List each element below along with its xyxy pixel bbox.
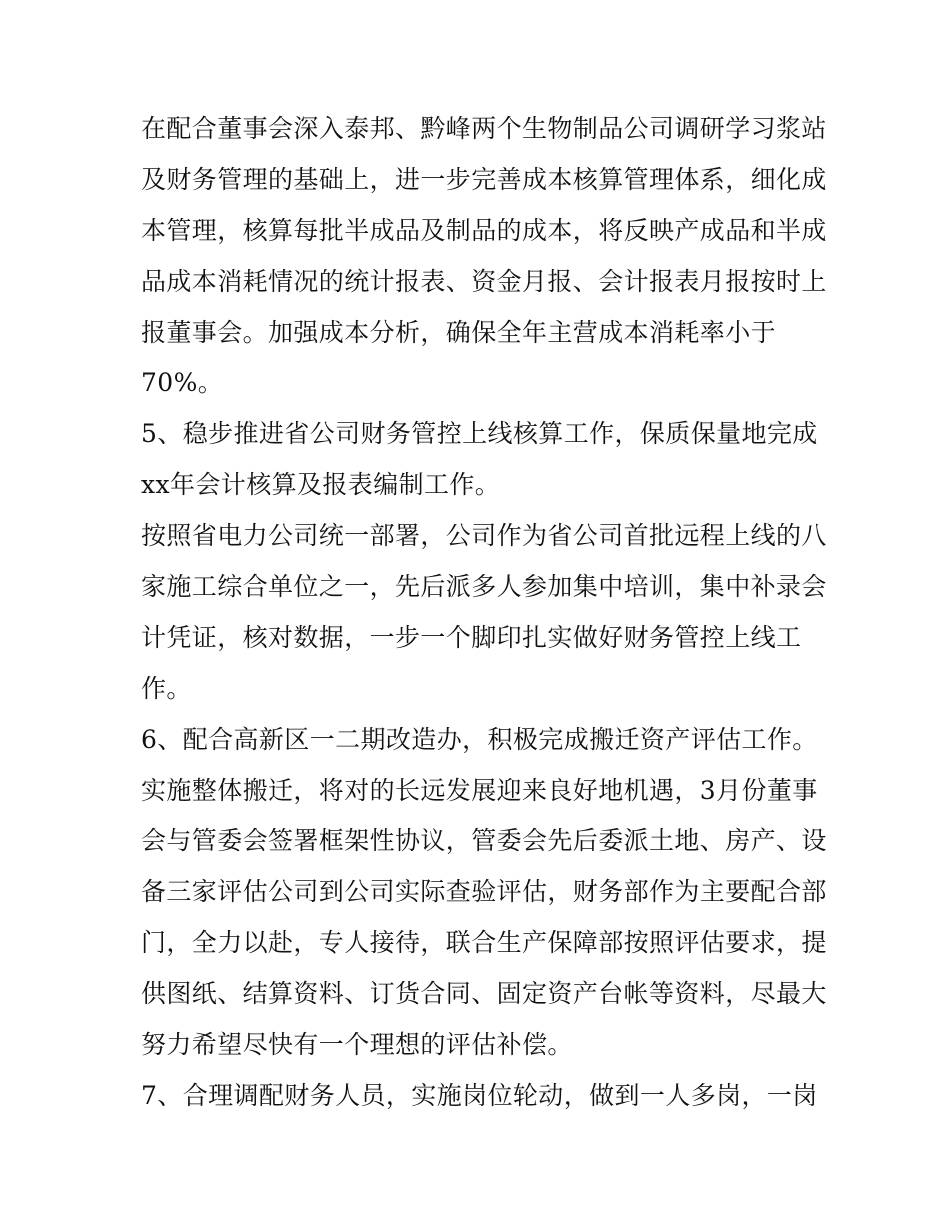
text-line: 在配合董事会深入泰邦、黔峰两个生物制品公司调研学习浆站 <box>141 114 827 143</box>
text-line: 备三家评估公司到公司实际查验评估，财务部作为主要配合部 <box>141 877 827 907</box>
section-heading: xx年会计核算及报表编制工作。 <box>141 470 501 500</box>
text-line: 报董事会。加强成本分析，确保全年主营成本消耗率小于 <box>141 317 777 347</box>
section-heading: 5、稳步推进省公司财务管控上线核算工作，保质保量地完成 <box>141 419 818 449</box>
section-heading: 7、合理调配财务人员，实施岗位轮动，做到一人多岗，一岗 <box>141 1080 818 1110</box>
text-line: 实施整体搬迁，将对的长远发展迎来良好地机遇，3月份董事 <box>141 775 818 805</box>
text-line: 本管理，核算每批半成品及制品的成本，将反映产成品和半成 <box>141 215 827 245</box>
text-line: 按照省电力公司统一部署，公司作为省公司首批远程上线的八 <box>141 521 827 551</box>
text-line: 努力希望尽快有一个理想的评估补偿。 <box>141 1030 573 1060</box>
section-heading: 6、配合高新区一二期改造办，积极完成搬迁资产评估工作。 <box>141 724 818 754</box>
text-line: 会与管委会签署框架性协议，管委会先后委派土地、房产、设 <box>141 826 827 856</box>
text-line: 70%。 <box>141 368 224 398</box>
text-line: 门，全力以赴，专人接待，联合生产保障部按照评估要求，提 <box>141 928 827 958</box>
text-line: 作。 <box>141 673 192 703</box>
document-body <box>141 104 827 1122</box>
text-line: 家施工综合单位之一，先后派多人参加集中培训，集中补录会 <box>141 572 827 602</box>
text-line: 品成本消耗情况的统计报表、资金月报、会计报表月报按时上 <box>141 266 827 296</box>
text-line: 供图纸、结算资料、订货合同、固定资产台帐等资料，尽最大 <box>141 979 827 1009</box>
text-line: 计凭证，核对数据，一步一个脚印扎实做好财务管控上线工 <box>141 622 802 652</box>
text-line: 及财务管理的基础上，进一步完善成本核算管理体系，细化成 <box>141 164 827 194</box>
